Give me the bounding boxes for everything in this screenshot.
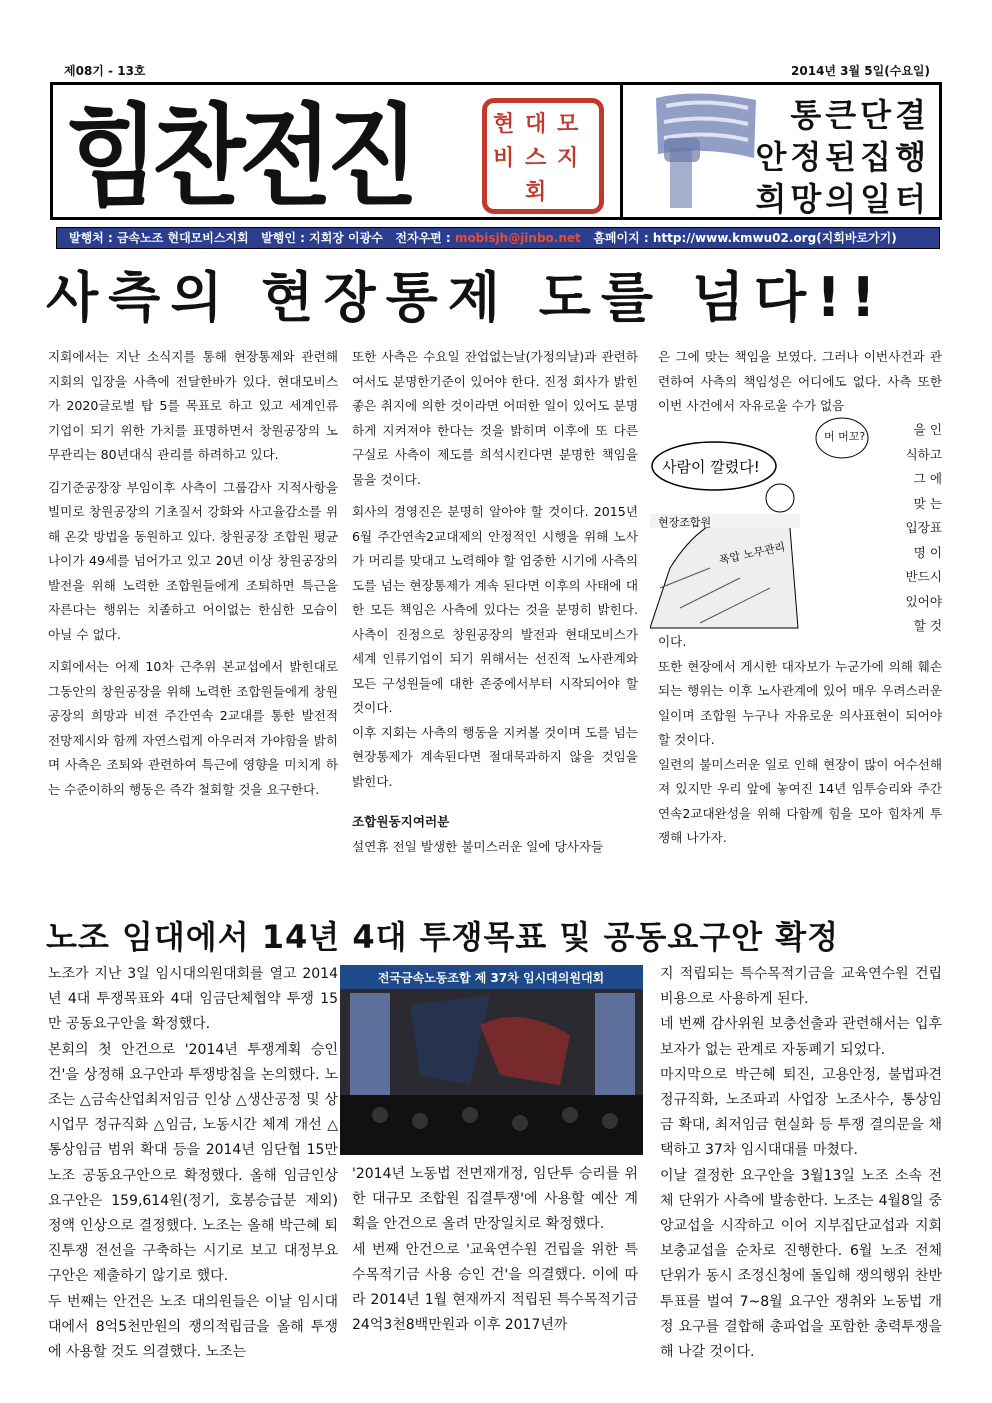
photo-banner-text: 전국금속노동조합 제 37차 임시대의원대회 <box>377 971 605 985</box>
email-link[interactable]: mobisjh@jinbo.net <box>454 231 581 245</box>
article1-column-1 <box>48 345 338 802</box>
issue-date: 2014년 3월 5일(수요일) <box>791 64 930 78</box>
paragraph: 세 번째 안건으로 '교육연수원 건립을 위한 특수목적기금 사용 승인 건'을 의결했다. 이에 따라 2014년 1월 현재까지 적립된 특수목적기금 24억3천8백만원과 이후 2017년까 <box>352 1241 638 1334</box>
wrap-line: 을 인 <box>913 422 942 437</box>
paragraph: 설연휴 전일 발생한 불미스러운 일에 당사자들 <box>352 838 604 854</box>
union-seal: 현 대 모 비 스 지 회 <box>482 98 604 214</box>
article2-column-1 <box>48 962 338 1365</box>
article2-column-3 <box>660 962 942 1365</box>
convention-photo <box>340 965 643 1155</box>
issue-number: 제08기 - 13호 <box>64 64 146 78</box>
subheading: 조합원동지여러분 <box>352 814 450 829</box>
cartoon-label-rock: 폭압 노무관리 <box>717 540 787 567</box>
publisher-bar <box>56 227 940 249</box>
article2-column-2 <box>352 1162 638 1338</box>
cartoon-illustration <box>650 418 800 630</box>
paragraph: 마지막으로 박근혜 퇴진, 고용안정, 불법파견 정규직화, 노조파괴 사업장 노조사수, 통상임금 확대, 최저임금 현실화 등 투쟁 결의문을 채택하고 37차 임시대대를 마쳤다. <box>660 1066 942 1159</box>
article1-column-3-wrap <box>896 418 942 639</box>
paragraph: 이다. <box>658 634 687 649</box>
wrap-line: 그 에 <box>913 471 942 486</box>
paragraph: 또한 현장에서 게시한 대자보가 누군가에 의해 훼손되는 행위는 이후 노사관계에 있어 매우 우려스러운 일이며 조합원 누구나 자유로운 의사표현이 되어야 할 것이다. <box>658 658 942 747</box>
paragraph: 두 번째는 안건은 노조 대의원들은 이날 임시대대에서 8억5천만원의 쟁의적립금을 올해 투쟁에 사용할 것도 의결했다. 노조는 <box>48 1293 338 1361</box>
cartoon-speech: 사람이 깔렸다! <box>662 458 760 476</box>
paragraph: 노조가 지난 3일 임시대의원대회를 열고 2014년 4대 투쟁목표와 4대 임금단체협약 투쟁 15만 공동요구안을 확정했다. <box>48 966 338 1033</box>
wrap-line: 반드시 <box>905 569 942 584</box>
paragraph: 일련의 불미스러운 일로 인해 현장이 많이 어수선해져 있지만 우리 앞에 놓여진 14년 임투승리와 주간연속2교대완성을 위해 다함께 힘을 모아 힘차게 투쟁해 나가자. <box>658 756 942 845</box>
article2-headline: 노조 임대에서 14년 4대 투쟁목표 및 공동요구안 확정 <box>46 918 840 956</box>
wrap-line: 맞 는 <box>913 495 942 511</box>
cartoon-muffled-bubble <box>812 414 892 466</box>
paragraph: 네 번째 감사위원 보충선출과 관련해서는 입후보자가 없는 관계로 자동폐기 되었다. <box>660 1016 942 1058</box>
paragraph: 김기준공장장 부임이후 사측이 그룹감사 지적사항을 빌미로 창원공장의 기초질서 강화와 사고율감소를 위해 온갖 방법을 동원하고 있다. 창원공장 조합원 평균나이가 49세를 넘어가고 있고 20년 이상 창원공장의 발전을 위해 노력한 조합원들에게 조퇴하면 특근을 자른다는 행위는 치졸하고 어이없는 한심한 모습이 아닐 수 없다. <box>48 479 338 642</box>
paragraph: 지회에서는 지난 소식지를 통해 현장통제와 관련해 지회의 입장을 사측에 전달한바가 있다. 현대모비스가 2020글로벌 탑 5를 목표로 하고 있고 세계인류 기업이 되기 위한 가치를 표명하면서 창원공장의 노무관리는 80년대식 관리를 하려하고 있다. <box>48 349 338 462</box>
article1-headline: 사측의 현장통제 도를 넘다!! <box>46 266 886 329</box>
wrap-line: 있어야 <box>905 593 942 609</box>
wrap-line: 할 것 <box>913 618 942 633</box>
paragraph: 회사의 경영진은 분명히 알아야 할 것이다. 2015년 6월 주간연속2교대제의 안정적인 시행을 위해 노사가 머리를 맞대고 노력해야 할 엄중한 시기에 사측의 도를 넘는 현장통제가 계속 된다면 이후의 사태에 대한 모든 책임은 사측에 있다는 것을 분명히 밝힌다. 사측이 진정으로 창원공장의 발전과 현대모비스가 세계 인류기업이 되기 위해서는 선진적 노사관계와 모든 구성원들에 대한 존중에서부터 시작되어야 할 것이다. <box>352 504 638 715</box>
paragraph: 이날 결정한 요구안을 3월13일 노조 소속 전체 단위가 사측에 발송한다. 노조는 4월8일 중앙교섭을 시작하고 이어 지부집단교섭과 지회보충교섭을 순차로 진행한다. 6월 노조 전체 단위가 동시 조정신청에 돌입해 쟁의행위 찬반투표를 벌여 7~8월 요구안 쟁취와 노동법 개정 요구를 결합해 총파업을 포함한 총력투쟁을 해 나갈 것이다. <box>660 1167 942 1361</box>
paragraph: 지회에서는 어제 10차 근추위 본교섭에서 밝힌대로 그동안의 창원공장을 위해 노력한 조합원들에게 창원공장의 희망과 비젼 주간연속 2교대를 통한 발전적 전망제시와 함께 자연스럽게 아우러져 가야함을 밝히며 사측은 조퇴와 관련하여 특근에 영향을 미치게 하는 수준이하의 행동은 즉각 철회할 것을 요구한다. <box>48 659 338 797</box>
wrap-line: 식하고 <box>905 446 942 462</box>
paragraph: 이후 지회는 사측의 행동을 지켜볼 것이며 도를 넘는 현장통제가 계속된다면 절대묵과하지 않을 것임을 밝힌다. <box>352 724 638 789</box>
article1-column-3-top: 은 그에 맞는 책임을 보였다. 그러나 이번사건과 관련하여 사측의 책임성은 어디에도 없다. 사측 또한 이번 사건에서 자유로울 수가 없음 <box>658 349 942 413</box>
paragraph: '2014년 노동법 전면재개정, 임단투 승리를 위한 대규모 조합원 집결투쟁'에 사용할 예산 계획을 안건으로 올려 만장일치로 확정했다. <box>352 1166 638 1233</box>
homepage-link[interactable]: 홈페이지 : http://www.kmwu02.org(지회바로가기) <box>593 231 897 245</box>
slogan-1: 통큰단결 <box>790 96 930 134</box>
publisher: 발행처 : 금속노조 현대모비스지회 <box>69 231 249 245</box>
slogan-3: 희망의일터 <box>755 180 930 218</box>
wrap-line: 명 이 <box>913 544 942 560</box>
paragraph: 또한 사측은 수요일 잔업없는날(가정의날)과 관련하여서도 분명한기준이 있어야 한다. 진정 회사가 밝힌 좋은 취지에 의한 것이라면 어떠한 일이 있어도 분명하게 지켜져야 한다는 것을 밝히며 이후에 또 다른 구실로 사측이 제도를 희석시킨다면 분명한 책임을 물을 것이다. <box>352 349 638 487</box>
cartoon-muffled-text: 머 머꼬? <box>824 430 866 443</box>
article1-column-3-bottom <box>658 630 942 851</box>
cartoon-label-union: 현장조합원 <box>658 516 712 529</box>
slogan-2: 안정된집행 <box>755 138 930 176</box>
wrap-line: 입장표 <box>905 520 942 535</box>
masthead-divider <box>620 82 623 220</box>
paragraph: 본회의 첫 안건으로 '2014년 투쟁계획 승인 건'을 상정해 요구안과 투쟁방침을 논의했다. 노조는 △금속산업최저임금 인상 △생산공정 및 상시업무 정규직화 △임금, 노동시간 체계 개선 △통상임금 범위 확대 등을 2014년 임단협 15만 노조 공동요구안으로 확정했다. 올해 임금인상요구안은 159,614원(정기, 호봉승급분 제외) 정액 인상으로 결정했다. 노조는 올해 박근혜 퇴진투쟁 전선을 구축하는 시기로 보고 대정부요구안은 제출하기 않기로 했다. <box>48 1041 338 1285</box>
masthead-title: 힘찬전진 <box>66 92 413 222</box>
article1-column-2 <box>352 345 638 859</box>
issuer: 발행인 : 지회장 이광수 <box>261 231 383 245</box>
email-label: 전자우편 : <box>395 231 451 245</box>
paragraph: 지 적립되는 특수목적기금을 교육연수원 건립 비용으로 사용하게 된다. <box>660 966 942 1008</box>
